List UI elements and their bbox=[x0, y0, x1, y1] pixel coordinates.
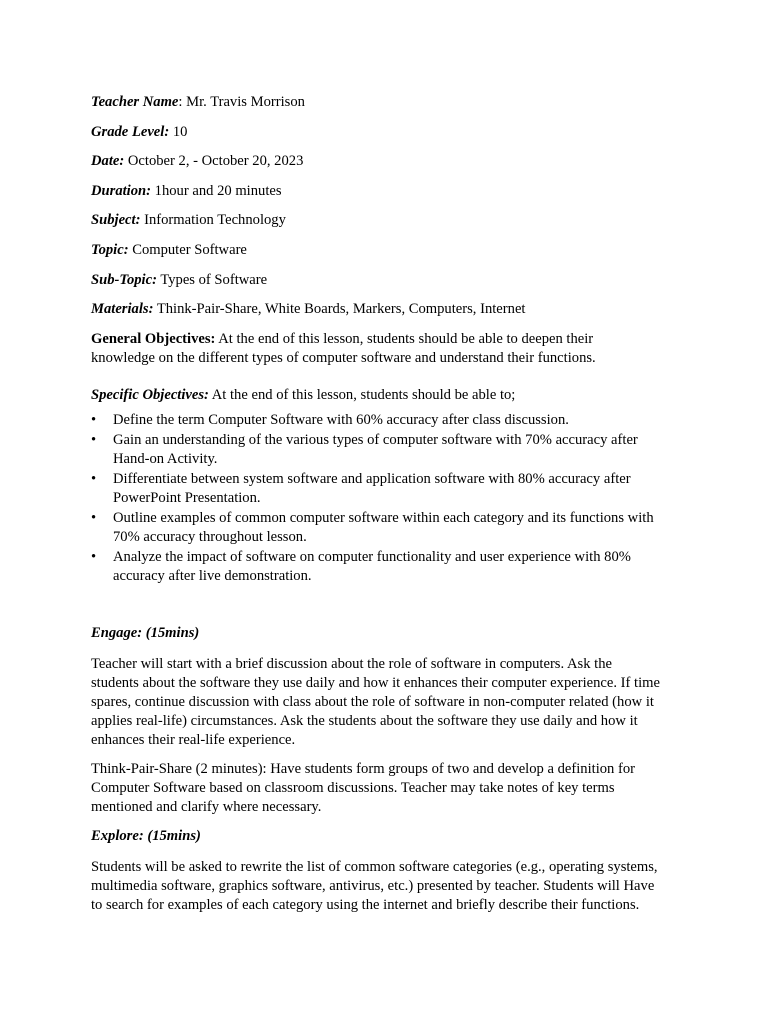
list-item-line: 70% accuracy throughout lesson. bbox=[113, 528, 307, 545]
materials-field bbox=[91, 300, 691, 319]
specific-objectives-intro: At the end of this lesson, students should be able to; bbox=[208, 386, 516, 403]
paragraph-line: multimedia software, graphics software, antivirus, etc.) presented by teacher. Students will Have bbox=[91, 877, 655, 894]
topic-label: Topic: bbox=[91, 241, 129, 258]
teacher-name-sep: : bbox=[178, 94, 187, 110]
list-item-line: Define the term Computer Software with 60% accuracy after class discussion. bbox=[113, 411, 569, 428]
bullet-icon: • bbox=[91, 470, 97, 487]
subtopic-value: Types of Software bbox=[156, 271, 268, 288]
bullet-icon: • bbox=[91, 548, 97, 565]
list-item-line: Analyze the impact of software on computer functionality and user experience with 80% bbox=[113, 548, 631, 565]
date-label: Date: bbox=[91, 153, 125, 170]
duration-label: Duration: bbox=[91, 182, 152, 199]
paragraph-line: Teacher will start with a brief discussion about the role of software in computers. Ask the bbox=[91, 655, 612, 672]
bullet-icon: • bbox=[91, 431, 97, 448]
explore-heading: Explore: (15mins) bbox=[91, 827, 201, 844]
paragraph-line: Computer Software based on classroom discussions. Teacher may take notes of key terms bbox=[91, 779, 615, 796]
list-item-line: Gain an understanding of the various types of computer software with 70% accuracy after bbox=[113, 431, 638, 448]
explore-paragraph-1 bbox=[91, 858, 691, 915]
grade-level-field bbox=[91, 123, 691, 142]
date-value: October 2, - October 20, 2023 bbox=[124, 153, 304, 170]
list-item-line: Differentiate between system software and application software with 80% accuracy after bbox=[113, 470, 631, 487]
date-field bbox=[91, 152, 691, 171]
list-item bbox=[91, 411, 691, 430]
grade-level-value: 10 bbox=[169, 123, 188, 140]
paragraph-line: Students will be asked to rewrite the list of common software categories (e.g., operating systems, bbox=[91, 858, 658, 875]
subject-field bbox=[91, 211, 691, 230]
engage-paragraph-1 bbox=[91, 655, 691, 750]
topic-value: Computer Software bbox=[128, 241, 247, 258]
subtopic-field bbox=[91, 271, 691, 290]
list-item-line: Outline examples of common computer software within each category and its functions with bbox=[113, 509, 654, 526]
lesson-plan-page bbox=[91, 93, 691, 915]
paragraph-line: students about the software they use daily and how it enhances their computer experience. If time bbox=[91, 674, 660, 691]
materials-label: Materials: bbox=[91, 301, 154, 318]
teacher-name-field bbox=[91, 93, 691, 112]
list-item bbox=[91, 548, 691, 586]
subject-label: Subject: bbox=[91, 212, 141, 229]
list-item bbox=[91, 431, 691, 469]
paragraph-line: to search for examples of each category using the internet and briefly describe their functions. bbox=[91, 896, 640, 913]
paragraph-line: spares, continue discussion with class about the role of software in non-computer related (how it bbox=[91, 693, 654, 710]
general-objectives bbox=[91, 330, 691, 368]
duration-field bbox=[91, 182, 691, 201]
teacher-name-label: Teacher Name bbox=[91, 94, 179, 110]
subject-value: Information Technology bbox=[140, 212, 286, 229]
general-objectives-line2: knowledge on the different types of computer software and understand their functions. bbox=[91, 349, 596, 366]
paragraph-line: applies real-life) circumstances. Ask the students about the software they use daily and how it bbox=[91, 712, 638, 729]
specific-objectives-label: Specific Objectives: bbox=[91, 386, 209, 403]
paragraph-line: enhances their real-life experience. bbox=[91, 731, 296, 748]
list-item-line: Hand-on Activity. bbox=[113, 450, 218, 467]
paragraph-line: Think-Pair-Share (2 minutes): Have students form groups of two and develop a definition for bbox=[91, 760, 636, 777]
topic-field bbox=[91, 241, 691, 260]
general-objectives-label: General Objectives: bbox=[91, 330, 216, 347]
bullet-icon: • bbox=[91, 411, 97, 428]
subtopic-label: Sub-Topic: bbox=[91, 271, 157, 288]
specific-objectives bbox=[91, 386, 691, 405]
bullet-icon: • bbox=[91, 509, 97, 526]
list-item bbox=[91, 509, 691, 547]
general-objectives-line1: At the end of this lesson, students should be able to deepen their bbox=[215, 330, 594, 347]
list-item-line: accuracy after live demonstration. bbox=[113, 567, 312, 584]
engage-heading: Engage: (15mins) bbox=[91, 624, 200, 641]
engage-paragraph-2 bbox=[91, 760, 691, 817]
grade-level-label: Grade Level: bbox=[91, 123, 170, 140]
list-item-line: PowerPoint Presentation. bbox=[113, 489, 261, 506]
materials-value: Think-Pair-Share, White Boards, Markers, Computers, Internet bbox=[153, 301, 526, 318]
paragraph-line: mentioned and clarify where necessary. bbox=[91, 798, 322, 815]
list-item bbox=[91, 470, 691, 508]
specific-objectives-list bbox=[91, 411, 691, 586]
duration-value: 1hour and 20 minutes bbox=[151, 182, 282, 199]
teacher-name-value: Mr. Travis Morrison bbox=[186, 94, 305, 110]
